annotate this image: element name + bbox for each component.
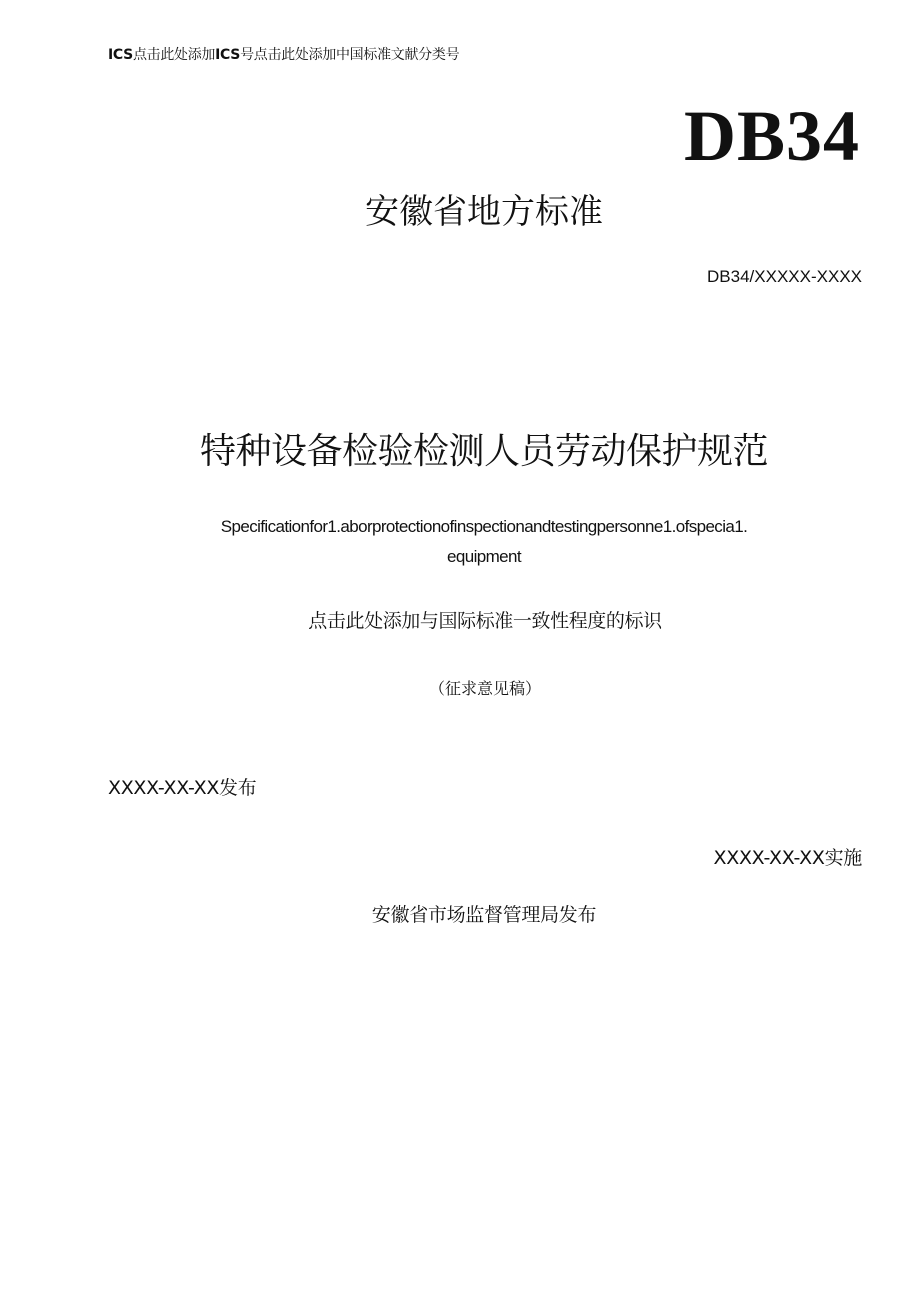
consistency-note: 点击此处添加与国际标准一致性程度的标识 (308, 610, 662, 632)
ics-label: ICS (215, 47, 241, 63)
ics-rest: 号点击此处添加中国标准文献分类号 (240, 47, 460, 63)
ics-classification-line (108, 45, 459, 65)
document-title-en (120, 512, 848, 572)
release-date: XXXX-XX-XX发布 (108, 777, 257, 799)
publisher: 安徽省市场监督管理局发布 (371, 904, 597, 926)
document-title-en-line1: Specificationfor1.aborprotectionofinspectionandtestingpersonne1.ofspecia1. (220, 517, 748, 536)
draft-status: （征求意见稿） (428, 679, 541, 698)
document-title-en-line2: equipment (447, 547, 521, 566)
standard-number: DB34/XXXXX-XXXX (707, 267, 862, 286)
standard-logo-code: DB34 (683, 96, 860, 176)
ics-prompt: 点击此处添加 (132, 47, 216, 63)
standard-type-heading: 安徽省地方标准 (365, 192, 603, 232)
implementation-date: XXXX-XX-XX实施 (713, 847, 862, 869)
document-title-cn: 特种设备检验检测人员劳动保护规范 (199, 431, 768, 472)
ics-prefix: ICS (108, 47, 133, 63)
